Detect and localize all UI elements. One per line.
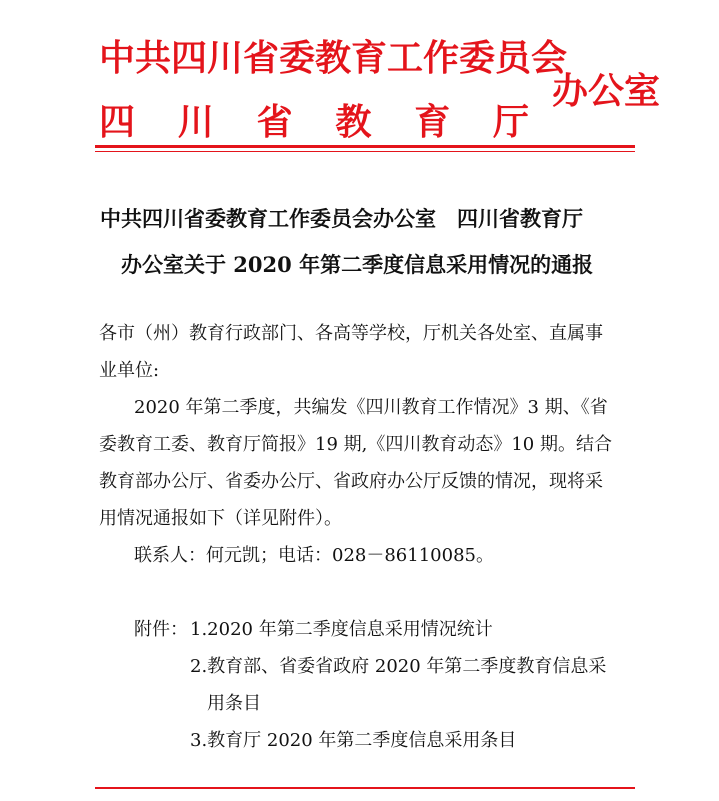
paragraph-line-1: 2020 年第二季度，共编发《四川教育工作情况》3 期、《省	[134, 397, 608, 418]
letterhead-rule-thick	[95, 145, 635, 148]
letterhead-char: 省	[256, 102, 293, 143]
attachment-item-1: 1.2020 年第二季度信息采用情况统计	[190, 619, 493, 640]
contact-line: 联系人：何元凯；电话：028－86110085。	[134, 545, 494, 566]
salutation-line-2: 业单位:	[99, 360, 160, 381]
letterhead-char: 川	[177, 102, 214, 143]
salutation-line-1: 各市（州）教育行政部门、各高等学校，厅机关各处室、直属事	[99, 323, 603, 344]
letterhead-char: 教	[335, 102, 372, 143]
paragraph-line-2: 委教育工委、教育厅简报》19 期,《四川教育动态》10 期。结合	[99, 434, 612, 455]
letterhead-office: 办公室	[552, 71, 661, 112]
letterhead-char: 育	[414, 102, 451, 143]
letterhead-rule-thin	[95, 151, 635, 152]
attachments-label: 附件：	[134, 619, 188, 640]
letterhead-char: 厅	[492, 102, 529, 143]
paragraph-line-3: 教育部办公厅、省委办公厅、省政府办公厅反馈的情况，现将采	[99, 471, 603, 492]
attachment-item-2-continued: 用条目	[207, 693, 261, 714]
document-title-line-2: 办公室关于 2020 年第二季度信息采用情况的通报	[121, 252, 594, 277]
document-title-line-1: 中共四川省委教育工作委员会办公室 四川省教育厅	[100, 206, 583, 231]
attachment-item-3: 3.教育厅 2020 年第二季度信息采用条目	[190, 730, 517, 751]
paragraph-line-4: 用情况通报如下（详见附件）。	[99, 508, 342, 529]
attachment-item-2: 2.教育部、省委省政府 2020 年第二季度教育信息采	[190, 656, 607, 677]
letterhead-line-2	[99, 94, 529, 145]
bottom-rule	[95, 787, 635, 789]
letterhead-char: 四	[99, 102, 136, 143]
letterhead-line-1: 中共四川省委教育工作委员会	[99, 38, 568, 79]
